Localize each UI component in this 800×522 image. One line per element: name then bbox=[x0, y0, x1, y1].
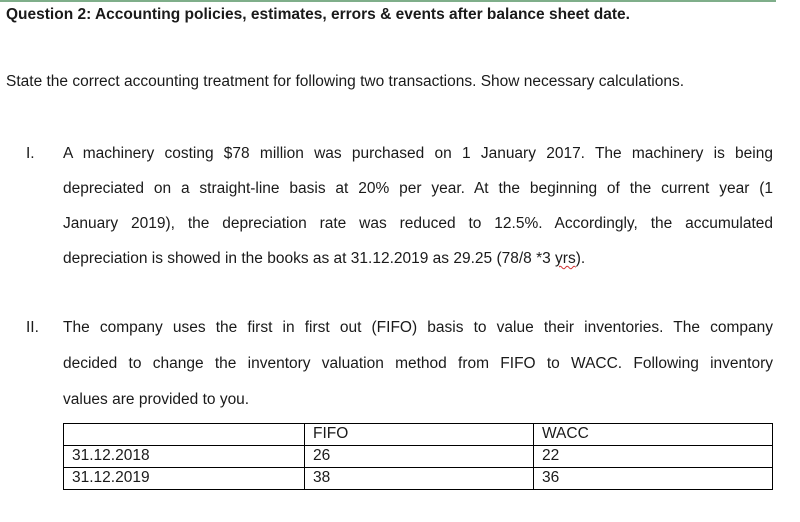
item-text-line: A machinery costing $78 million was purchased on 1 January 2017. The machinery is being bbox=[63, 145, 773, 162]
table-cell: 31.12.2019 bbox=[64, 468, 305, 490]
question-heading: Question 2: Accounting policies, estimates, errors & events after balance sheet date. bbox=[6, 6, 630, 23]
table-cell: 22 bbox=[534, 446, 773, 468]
item-text-segment: depreciation is showed in the books as at 31.12.2019 as 29.25 (78/8 *3 bbox=[63, 250, 556, 267]
spellcheck-flagged-word[interactable]: yrs bbox=[555, 250, 576, 267]
table-cell bbox=[64, 424, 305, 446]
item-text-line: decided to change the inventory valuation method from FIFO to WACC. Following inventory bbox=[63, 355, 773, 372]
top-divider bbox=[0, 0, 776, 2]
item-text-line bbox=[63, 250, 585, 268]
item-numeral: II. bbox=[26, 319, 39, 336]
item-text-line: values are provided to you. bbox=[63, 391, 250, 408]
item-text-line: January 2019), the depreciation rate was reduced to 12.5%. Accordingly, the accumulated bbox=[63, 215, 773, 232]
table-cell: 36 bbox=[534, 468, 773, 490]
item-text-segment: ). bbox=[575, 250, 586, 267]
table-cell: 26 bbox=[305, 446, 534, 468]
instruction-text: State the correct accounting treatment for following two transactions. Show necessary calculations. bbox=[6, 73, 685, 90]
item-numeral: I. bbox=[26, 145, 35, 162]
table-cell: 31.12.2018 bbox=[64, 446, 305, 468]
table-row bbox=[64, 468, 773, 490]
table-header-cell: FIFO bbox=[305, 424, 534, 446]
inventory-table bbox=[63, 423, 773, 490]
item-text-line: depreciated on a straight-line basis at 20% per year. At the beginning of the current year (1 bbox=[63, 180, 773, 197]
table-header-cell: WACC bbox=[534, 424, 773, 446]
item-text-line: The company uses the first in first out (FIFO) basis to value their inventories. The company bbox=[63, 319, 773, 336]
table-row bbox=[64, 446, 773, 468]
table-header-row bbox=[64, 424, 773, 446]
table-cell: 38 bbox=[305, 468, 534, 490]
